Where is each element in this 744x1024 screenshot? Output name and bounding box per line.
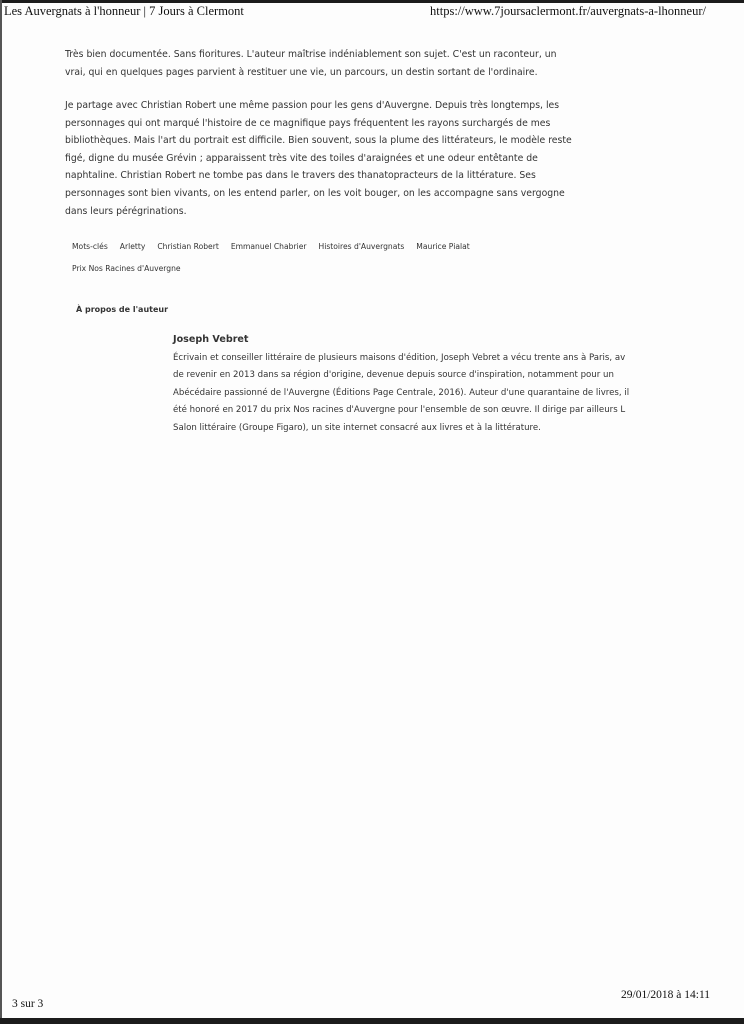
scan-left-edge: [0, 0, 2, 1024]
about-author-heading: À propos de l'auteur: [76, 305, 169, 314]
article-paragraph-1: Très bien documentée. Sans fioritures. L'auteur maîtrise indéniablement son sujet. C'est un raconteur, un vrai, qui en quelques pages parvient à restituer une vie, un parcours, un destin sortant de l'ordinaire.: [65, 49, 557, 78]
page-url: https://www.7joursaclermont.fr/auvergnats-a-lhonneur/: [430, 4, 706, 18]
print-date: 29/01/2018 à 14:11: [621, 989, 711, 1001]
author-bio-line: Salon littéraire (Groupe Figaro), un site internet consacré aux livres et à la littérature.: [173, 422, 541, 433]
tag-link[interactable]: Maurice Pialat: [416, 242, 470, 251]
tag-link[interactable]: Prix Nos Racines d'Auvergne: [72, 264, 181, 273]
page-title: Les Auvergnats à l'honneur | 7 Jours à Clermont: [4, 4, 244, 18]
author-name: Joseph Vebret: [173, 334, 249, 345]
author-bio-line: de revenir en 2013 dans sa région d'origine, devenue depuis source d'inspiration, notamment pour un: [173, 370, 614, 381]
tags-label: Mots-clés: [72, 242, 108, 251]
article-paragraph-2: Je partage avec Christian Robert une même passion pour les gens d'Auvergne. Depuis très longtemps, les personnages qui ont marqué l'histoire de ce magnifique pays fréquentent les rayons surchargés de mes bibliothèques. Mais l'art du portrait est difficile. Bien souvent, sous la plume des littérateurs, le modèle reste figé, digne du musée Grévin ; apparaissent très vite des toiles d'araignées et une odeur entêtante de naphtaline. Christian Robert ne tombe pas dans le travers des thanatopracteurs de la littérature. Ses personnages sont bien vivants, on les entend parler, on les voit bouger, on les accompagne sans vergogne dans leurs pérégrinations.: [65, 100, 572, 217]
author-bio-line: Abécédaire passionné de l'Auvergne (Éditions Page Centrale, 2016). Auteur d'une quarantaine de livres, il: [173, 387, 630, 398]
tag-link[interactable]: Christian Robert: [157, 242, 219, 251]
page-number: 3 sur 3: [12, 998, 44, 1010]
author-bio: [173, 350, 664, 440]
author-bio-line: Écrivain et conseiller littéraire de plusieurs maisons d'édition, Joseph Vebret a vécu trente ans à Paris, av: [173, 353, 626, 363]
tags-list: [72, 236, 542, 280]
tag-link[interactable]: Arletty: [119, 242, 146, 251]
author-bio-line: été honoré en 2017 du prix Nos racines d'Auvergne pour l'ensemble de son œuvre. Il dirige par ailleurs L: [173, 405, 626, 416]
tag-link[interactable]: Histoires d'Auvergnats: [318, 242, 405, 251]
scan-top-edge: [0, 0, 744, 3]
tag-link[interactable]: Emmanuel Chabrier: [230, 242, 307, 251]
scan-bottom-edge: [0, 1018, 744, 1024]
